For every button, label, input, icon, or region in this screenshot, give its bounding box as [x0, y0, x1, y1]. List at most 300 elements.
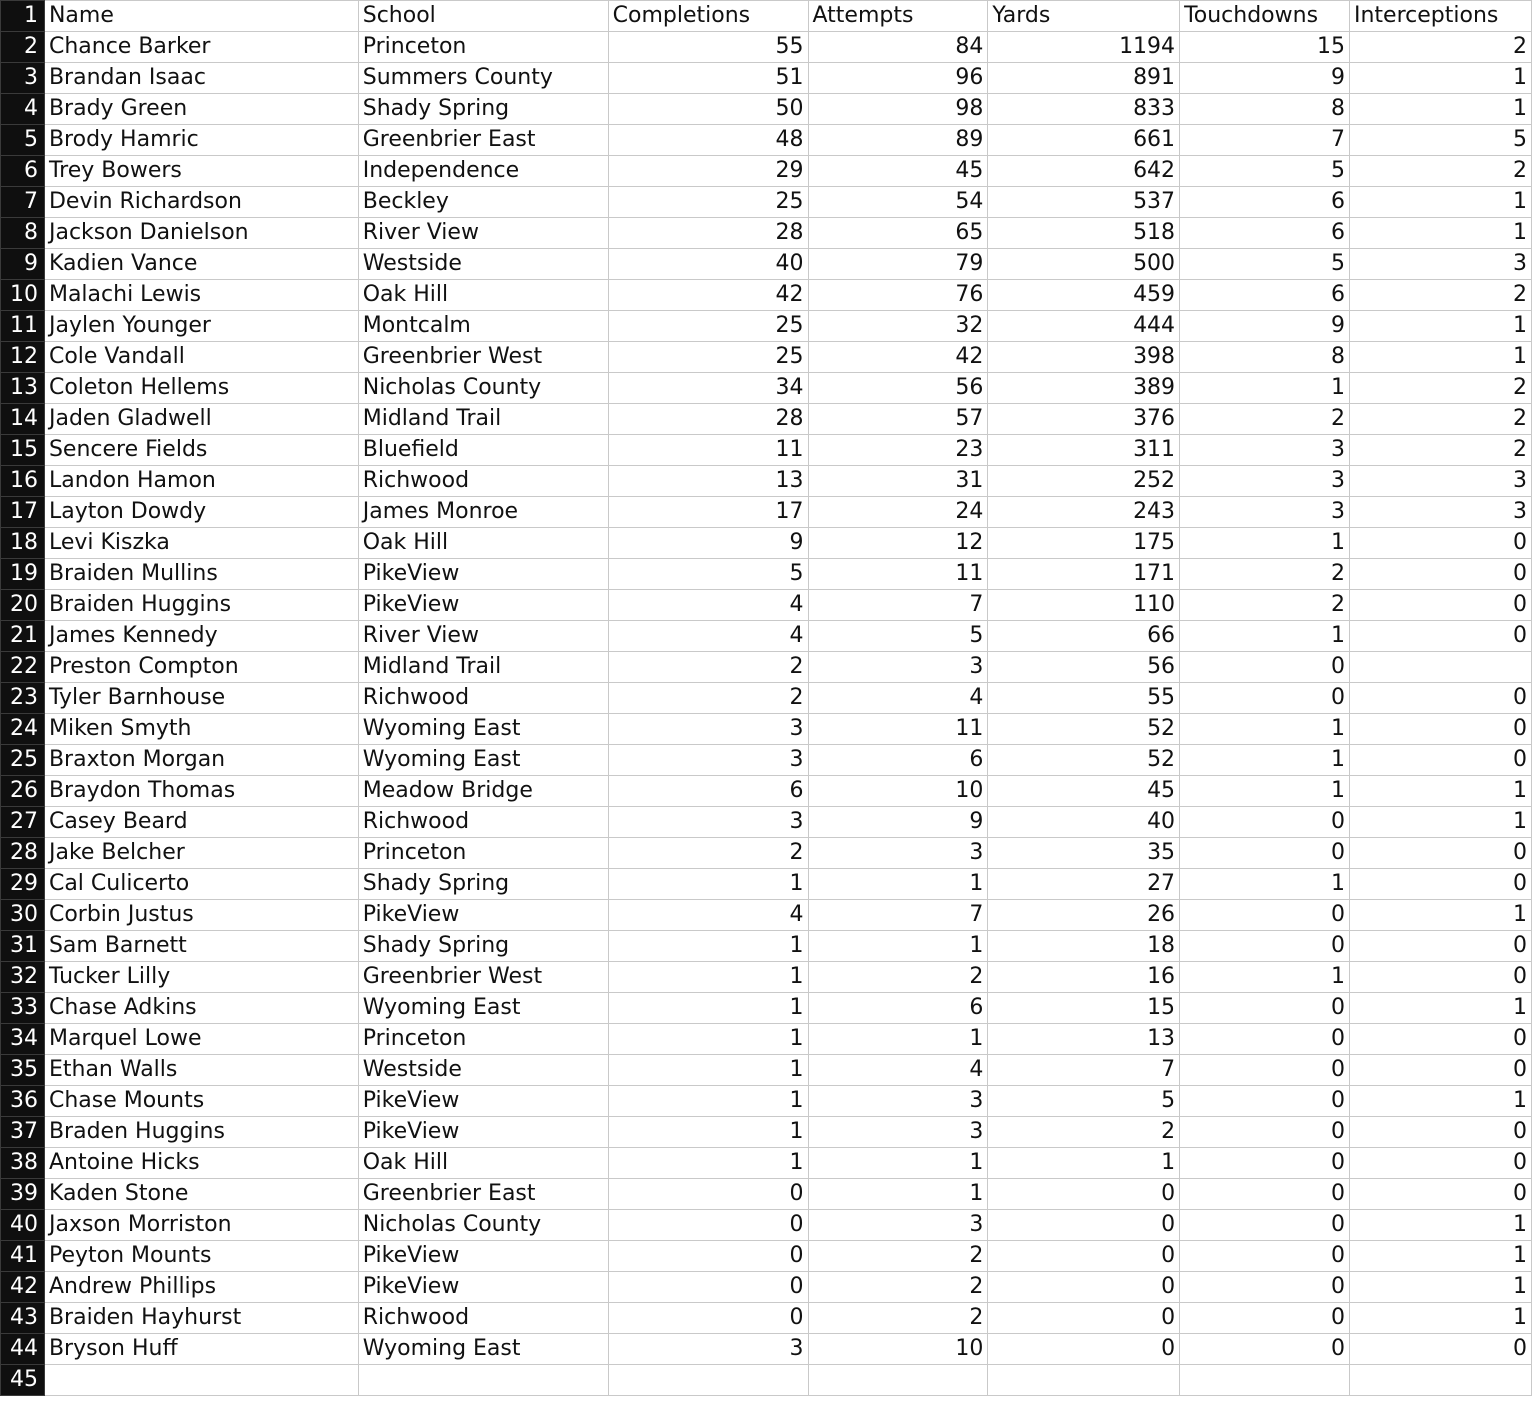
cell-attempts[interactable]: 32	[808, 311, 988, 342]
cell-yards[interactable]: 0	[988, 1179, 1180, 1210]
cell-touchdowns[interactable]: 9	[1180, 311, 1350, 342]
cell-interceptions[interactable]: 0	[1350, 1055, 1532, 1086]
cell-name[interactable]: Sam Barnett	[44, 931, 358, 962]
cell-attempts[interactable]: 42	[808, 342, 988, 373]
cell-yards[interactable]: 0	[988, 1334, 1180, 1365]
cell-interceptions[interactable]: 1	[1350, 1210, 1532, 1241]
cell-yards[interactable]: 537	[988, 187, 1180, 218]
cell-name[interactable]: Braiden Mullins	[44, 559, 358, 590]
cell-name[interactable]: Chance Barker	[44, 32, 358, 63]
cell-touchdowns[interactable]: 0	[1180, 683, 1350, 714]
cell-attempts[interactable]: 7	[808, 590, 988, 621]
cell-completions[interactable]: 2	[608, 838, 808, 869]
cell-touchdowns[interactable]: 15	[1180, 32, 1350, 63]
row-header[interactable]: 23	[1, 683, 45, 714]
cell-attempts[interactable]: 24	[808, 497, 988, 528]
cell-school[interactable]: Oak Hill	[358, 280, 608, 311]
cell-interceptions[interactable]: 0	[1350, 1148, 1532, 1179]
cell-attempts[interactable]: 3	[808, 652, 988, 683]
cell-attempts[interactable]: 1	[808, 1179, 988, 1210]
cell-yards[interactable]: 243	[988, 497, 1180, 528]
cell-touchdowns[interactable]: 5	[1180, 249, 1350, 280]
cell-yards[interactable]: 2	[988, 1117, 1180, 1148]
cell-attempts[interactable]: 12	[808, 528, 988, 559]
cell-yards[interactable]: 52	[988, 714, 1180, 745]
row-header[interactable]: 16	[1, 466, 45, 497]
cell-completions[interactable]: 28	[608, 404, 808, 435]
row-header[interactable]: 33	[1, 993, 45, 1024]
cell-name[interactable]: Brody Hamric	[44, 125, 358, 156]
cell-name[interactable]: Tyler Barnhouse	[44, 683, 358, 714]
cell-yards[interactable]: 0	[988, 1210, 1180, 1241]
cell-name[interactable]: Jaylen Younger	[44, 311, 358, 342]
cell-yards[interactable]: 40	[988, 807, 1180, 838]
cell-interceptions[interactable]: 2	[1350, 32, 1532, 63]
cell-touchdowns[interactable]: 8	[1180, 342, 1350, 373]
cell-attempts[interactable]: 31	[808, 466, 988, 497]
cell-interceptions[interactable]: 1	[1350, 94, 1532, 125]
cell-completions[interactable]: 2	[608, 683, 808, 714]
cell-school[interactable]: Independence	[358, 156, 608, 187]
row-header[interactable]: 27	[1, 807, 45, 838]
cell-yards[interactable]: 0	[988, 1241, 1180, 1272]
cell-name[interactable]: Chase Mounts	[44, 1086, 358, 1117]
row-header[interactable]: 31	[1, 931, 45, 962]
cell-yards[interactable]: 52	[988, 745, 1180, 776]
column-header-attempts[interactable]: Attempts	[808, 1, 988, 32]
cell-yards[interactable]: 389	[988, 373, 1180, 404]
cell-name[interactable]: James Kennedy	[44, 621, 358, 652]
cell-school[interactable]: Richwood	[358, 807, 608, 838]
cell-touchdowns[interactable]: 1	[1180, 869, 1350, 900]
cell-school[interactable]: Nicholas County	[358, 1210, 608, 1241]
cell-school[interactable]: River View	[358, 621, 608, 652]
cell-name[interactable]: Peyton Mounts	[44, 1241, 358, 1272]
cell-attempts[interactable]: 6	[808, 745, 988, 776]
cell-attempts[interactable]: 96	[808, 63, 988, 94]
cell-attempts[interactable]: 6	[808, 993, 988, 1024]
cell-interceptions[interactable]: 0	[1350, 931, 1532, 962]
cell-touchdowns[interactable]: 3	[1180, 435, 1350, 466]
cell-touchdowns[interactable]: 6	[1180, 218, 1350, 249]
cell-completions[interactable]: 17	[608, 497, 808, 528]
cell-interceptions[interactable]: 0	[1350, 559, 1532, 590]
row-header[interactable]: 14	[1, 404, 45, 435]
cell-interceptions[interactable]	[1350, 1365, 1532, 1396]
cell-interceptions[interactable]: 1	[1350, 1086, 1532, 1117]
row-header[interactable]: 13	[1, 373, 45, 404]
cell-interceptions[interactable]: 2	[1350, 156, 1532, 187]
cell-touchdowns[interactable]: 5	[1180, 156, 1350, 187]
cell-school[interactable]: Nicholas County	[358, 373, 608, 404]
cell-attempts[interactable]: 89	[808, 125, 988, 156]
cell-touchdowns[interactable]: 0	[1180, 652, 1350, 683]
cell-completions[interactable]: 3	[608, 1334, 808, 1365]
cell-attempts[interactable]: 1	[808, 1024, 988, 1055]
cell-touchdowns[interactable]: 1	[1180, 373, 1350, 404]
cell-touchdowns[interactable]: 0	[1180, 931, 1350, 962]
row-header[interactable]: 19	[1, 559, 45, 590]
row-header[interactable]: 3	[1, 63, 45, 94]
cell-interceptions[interactable]: 3	[1350, 497, 1532, 528]
cell-attempts[interactable]: 7	[808, 900, 988, 931]
cell-school[interactable]: Greenbrier West	[358, 342, 608, 373]
cell-completions[interactable]: 4	[608, 900, 808, 931]
cell-interceptions[interactable]: 1	[1350, 63, 1532, 94]
cell-completions[interactable]: 48	[608, 125, 808, 156]
cell-completions[interactable]: 3	[608, 745, 808, 776]
cell-completions[interactable]: 34	[608, 373, 808, 404]
row-header[interactable]: 6	[1, 156, 45, 187]
cell-completions[interactable]: 42	[608, 280, 808, 311]
row-header[interactable]: 1	[1, 1, 45, 32]
cell-completions[interactable]: 1	[608, 869, 808, 900]
cell-name[interactable]: Jaden Gladwell	[44, 404, 358, 435]
cell-attempts[interactable]: 2	[808, 1241, 988, 1272]
cell-touchdowns[interactable]: 2	[1180, 559, 1350, 590]
cell-yards[interactable]: 1	[988, 1148, 1180, 1179]
row-header[interactable]: 37	[1, 1117, 45, 1148]
cell-completions[interactable]: 50	[608, 94, 808, 125]
cell-school[interactable]: PikeView	[358, 1241, 608, 1272]
row-header[interactable]: 30	[1, 900, 45, 931]
cell-name[interactable]: Casey Beard	[44, 807, 358, 838]
cell-school[interactable]: Shady Spring	[358, 94, 608, 125]
cell-attempts[interactable]: 23	[808, 435, 988, 466]
cell-completions[interactable]: 0	[608, 1179, 808, 1210]
cell-touchdowns[interactable]: 0	[1180, 1272, 1350, 1303]
row-header[interactable]: 21	[1, 621, 45, 652]
row-header[interactable]: 5	[1, 125, 45, 156]
cell-yards[interactable]	[988, 1365, 1180, 1396]
cell-interceptions[interactable]: 0	[1350, 869, 1532, 900]
column-header-touchdowns[interactable]: Touchdowns	[1180, 1, 1350, 32]
cell-touchdowns[interactable]: 1	[1180, 528, 1350, 559]
cell-name[interactable]: Bryson Huff	[44, 1334, 358, 1365]
cell-name[interactable]: Brady Green	[44, 94, 358, 125]
row-header[interactable]: 17	[1, 497, 45, 528]
cell-school[interactable]: PikeView	[358, 559, 608, 590]
cell-name[interactable]: Preston Compton	[44, 652, 358, 683]
cell-completions[interactable]: 1	[608, 993, 808, 1024]
row-header[interactable]: 41	[1, 1241, 45, 1272]
cell-yards[interactable]: 661	[988, 125, 1180, 156]
column-header-name[interactable]: Name	[44, 1, 358, 32]
cell-interceptions[interactable]: 1	[1350, 342, 1532, 373]
cell-school[interactable]: Meadow Bridge	[358, 776, 608, 807]
cell-school[interactable]: Oak Hill	[358, 1148, 608, 1179]
cell-completions[interactable]: 9	[608, 528, 808, 559]
cell-name[interactable]: Jake Belcher	[44, 838, 358, 869]
cell-yards[interactable]: 0	[988, 1272, 1180, 1303]
cell-interceptions[interactable]: 0	[1350, 745, 1532, 776]
cell-yards[interactable]: 252	[988, 466, 1180, 497]
column-header-yards[interactable]: Yards	[988, 1, 1180, 32]
cell-touchdowns[interactable]: 0	[1180, 900, 1350, 931]
cell-school[interactable]: Richwood	[358, 466, 608, 497]
cell-completions[interactable]: 1	[608, 1086, 808, 1117]
cell-interceptions[interactable]: 1	[1350, 187, 1532, 218]
cell-interceptions[interactable]: 0	[1350, 621, 1532, 652]
cell-interceptions[interactable]: 1	[1350, 776, 1532, 807]
cell-interceptions[interactable]: 1	[1350, 900, 1532, 931]
cell-attempts[interactable]: 3	[808, 1210, 988, 1241]
cell-interceptions[interactable]: 5	[1350, 125, 1532, 156]
cell-name[interactable]: Jaxson Morriston	[44, 1210, 358, 1241]
cell-touchdowns[interactable]: 3	[1180, 466, 1350, 497]
cell-yards[interactable]: 311	[988, 435, 1180, 466]
cell-touchdowns[interactable]: 0	[1180, 1210, 1350, 1241]
cell-name[interactable]: Sencere Fields	[44, 435, 358, 466]
cell-interceptions[interactable]: 0	[1350, 590, 1532, 621]
cell-attempts[interactable]: 56	[808, 373, 988, 404]
row-header[interactable]: 25	[1, 745, 45, 776]
row-header[interactable]: 9	[1, 249, 45, 280]
row-header[interactable]: 4	[1, 94, 45, 125]
cell-yards[interactable]: 444	[988, 311, 1180, 342]
cell-yards[interactable]: 376	[988, 404, 1180, 435]
cell-interceptions[interactable]: 0	[1350, 1117, 1532, 1148]
cell-interceptions[interactable]: 2	[1350, 404, 1532, 435]
row-header[interactable]: 29	[1, 869, 45, 900]
cell-yards[interactable]: 26	[988, 900, 1180, 931]
cell-completions[interactable]: 0	[608, 1272, 808, 1303]
cell-yards[interactable]: 459	[988, 280, 1180, 311]
cell-touchdowns[interactable]: 0	[1180, 1055, 1350, 1086]
cell-attempts[interactable]: 9	[808, 807, 988, 838]
cell-interceptions[interactable]: 2	[1350, 373, 1532, 404]
cell-school[interactable]: PikeView	[358, 1272, 608, 1303]
cell-touchdowns[interactable]	[1180, 1365, 1350, 1396]
cell-touchdowns[interactable]: 0	[1180, 993, 1350, 1024]
cell-interceptions[interactable]: 0	[1350, 528, 1532, 559]
cell-school[interactable]	[358, 1365, 608, 1396]
cell-school[interactable]: Bluefield	[358, 435, 608, 466]
cell-interceptions[interactable]: 0	[1350, 1334, 1532, 1365]
cell-interceptions[interactable]: 0	[1350, 683, 1532, 714]
cell-attempts[interactable]: 10	[808, 776, 988, 807]
cell-yards[interactable]: 35	[988, 838, 1180, 869]
cell-school[interactable]: Midland Trail	[358, 652, 608, 683]
cell-touchdowns[interactable]: 9	[1180, 63, 1350, 94]
cell-touchdowns[interactable]: 1	[1180, 621, 1350, 652]
cell-attempts[interactable]: 3	[808, 838, 988, 869]
cell-school[interactable]: Summers County	[358, 63, 608, 94]
cell-yards[interactable]: 45	[988, 776, 1180, 807]
row-header[interactable]: 38	[1, 1148, 45, 1179]
row-header[interactable]: 28	[1, 838, 45, 869]
cell-completions[interactable]: 1	[608, 1055, 808, 1086]
cell-completions[interactable]: 1	[608, 962, 808, 993]
cell-touchdowns[interactable]: 0	[1180, 838, 1350, 869]
cell-attempts[interactable]	[808, 1365, 988, 1396]
cell-touchdowns[interactable]: 0	[1180, 1334, 1350, 1365]
row-header[interactable]: 24	[1, 714, 45, 745]
cell-touchdowns[interactable]: 1	[1180, 745, 1350, 776]
cell-name[interactable]: Braiden Huggins	[44, 590, 358, 621]
cell-school[interactable]: Wyoming East	[358, 993, 608, 1024]
cell-school[interactable]: PikeView	[358, 1117, 608, 1148]
cell-interceptions[interactable]	[1350, 652, 1532, 683]
cell-yards[interactable]: 5	[988, 1086, 1180, 1117]
cell-touchdowns[interactable]: 2	[1180, 590, 1350, 621]
cell-attempts[interactable]: 76	[808, 280, 988, 311]
column-header-school[interactable]: School	[358, 1, 608, 32]
cell-touchdowns[interactable]: 8	[1180, 94, 1350, 125]
cell-completions[interactable]: 25	[608, 311, 808, 342]
cell-school[interactable]: Beckley	[358, 187, 608, 218]
cell-name[interactable]: Kaden Stone	[44, 1179, 358, 1210]
cell-attempts[interactable]: 57	[808, 404, 988, 435]
cell-touchdowns[interactable]: 0	[1180, 1303, 1350, 1334]
cell-completions[interactable]: 6	[608, 776, 808, 807]
cell-touchdowns[interactable]: 3	[1180, 497, 1350, 528]
cell-name[interactable]: Devin Richardson	[44, 187, 358, 218]
cell-name[interactable]: Braiden Hayhurst	[44, 1303, 358, 1334]
cell-name[interactable]: Antoine Hicks	[44, 1148, 358, 1179]
row-header[interactable]: 15	[1, 435, 45, 466]
row-header[interactable]: 43	[1, 1303, 45, 1334]
cell-yards[interactable]: 7	[988, 1055, 1180, 1086]
cell-completions[interactable]: 13	[608, 466, 808, 497]
cell-yards[interactable]: 15	[988, 993, 1180, 1024]
cell-name[interactable]: Brandan Isaac	[44, 63, 358, 94]
cell-name[interactable]: Coleton Hellems	[44, 373, 358, 404]
cell-attempts[interactable]: 10	[808, 1334, 988, 1365]
cell-interceptions[interactable]: 0	[1350, 838, 1532, 869]
cell-completions[interactable]: 51	[608, 63, 808, 94]
cell-school[interactable]: Shady Spring	[358, 869, 608, 900]
cell-completions[interactable]: 3	[608, 714, 808, 745]
cell-completions[interactable]: 25	[608, 342, 808, 373]
cell-touchdowns[interactable]: 1	[1180, 714, 1350, 745]
cell-name[interactable]: Kadien Vance	[44, 249, 358, 280]
cell-name[interactable]: Corbin Justus	[44, 900, 358, 931]
cell-touchdowns[interactable]: 0	[1180, 807, 1350, 838]
row-header[interactable]: 32	[1, 962, 45, 993]
cell-yards[interactable]: 518	[988, 218, 1180, 249]
cell-name[interactable]: Tucker Lilly	[44, 962, 358, 993]
row-header[interactable]: 18	[1, 528, 45, 559]
row-header[interactable]: 20	[1, 590, 45, 621]
cell-school[interactable]: Greenbrier East	[358, 1179, 608, 1210]
cell-touchdowns[interactable]: 0	[1180, 1179, 1350, 1210]
cell-name[interactable]: Levi Kiszka	[44, 528, 358, 559]
cell-school[interactable]: River View	[358, 218, 608, 249]
cell-school[interactable]: James Monroe	[358, 497, 608, 528]
cell-school[interactable]: Richwood	[358, 683, 608, 714]
cell-interceptions[interactable]: 1	[1350, 1272, 1532, 1303]
cell-completions[interactable]: 28	[608, 218, 808, 249]
cell-school[interactable]: PikeView	[358, 590, 608, 621]
cell-completions[interactable]: 0	[608, 1210, 808, 1241]
cell-name[interactable]: Jackson Danielson	[44, 218, 358, 249]
cell-interceptions[interactable]: 3	[1350, 466, 1532, 497]
row-header[interactable]: 11	[1, 311, 45, 342]
cell-yards[interactable]: 833	[988, 94, 1180, 125]
cell-yards[interactable]: 171	[988, 559, 1180, 590]
cell-school[interactable]: Wyoming East	[358, 714, 608, 745]
cell-school[interactable]: Greenbrier West	[358, 962, 608, 993]
cell-interceptions[interactable]: 1	[1350, 311, 1532, 342]
cell-name[interactable]: Braydon Thomas	[44, 776, 358, 807]
cell-school[interactable]: Westside	[358, 249, 608, 280]
row-header[interactable]: 39	[1, 1179, 45, 1210]
cell-name[interactable]: Ethan Walls	[44, 1055, 358, 1086]
cell-name[interactable]: Andrew Phillips	[44, 1272, 358, 1303]
cell-touchdowns[interactable]: 0	[1180, 1241, 1350, 1272]
cell-yards[interactable]: 500	[988, 249, 1180, 280]
cell-name[interactable]: Cole Vandall	[44, 342, 358, 373]
row-header[interactable]: 22	[1, 652, 45, 683]
cell-name[interactable]	[44, 1365, 358, 1396]
cell-touchdowns[interactable]: 0	[1180, 1148, 1350, 1179]
cell-touchdowns[interactable]: 7	[1180, 125, 1350, 156]
cell-attempts[interactable]: 84	[808, 32, 988, 63]
row-header[interactable]: 35	[1, 1055, 45, 1086]
cell-completions[interactable]: 5	[608, 559, 808, 590]
cell-attempts[interactable]: 98	[808, 94, 988, 125]
cell-school[interactable]: Midland Trail	[358, 404, 608, 435]
cell-completions[interactable]: 1	[608, 1148, 808, 1179]
cell-name[interactable]: Cal Culicerto	[44, 869, 358, 900]
cell-school[interactable]: Richwood	[358, 1303, 608, 1334]
cell-attempts[interactable]: 3	[808, 1117, 988, 1148]
cell-attempts[interactable]: 2	[808, 1272, 988, 1303]
row-header[interactable]: 10	[1, 280, 45, 311]
cell-yards[interactable]: 66	[988, 621, 1180, 652]
cell-interceptions[interactable]: 1	[1350, 218, 1532, 249]
cell-yards[interactable]: 18	[988, 931, 1180, 962]
cell-completions[interactable]: 3	[608, 807, 808, 838]
cell-attempts[interactable]: 3	[808, 1086, 988, 1117]
cell-yards[interactable]: 398	[988, 342, 1180, 373]
column-header-completions[interactable]: Completions	[608, 1, 808, 32]
cell-interceptions[interactable]: 0	[1350, 1024, 1532, 1055]
cell-completions[interactable]: 1	[608, 1117, 808, 1148]
cell-yards[interactable]: 891	[988, 63, 1180, 94]
cell-interceptions[interactable]: 1	[1350, 993, 1532, 1024]
cell-name[interactable]: Marquel Lowe	[44, 1024, 358, 1055]
cell-completions[interactable]	[608, 1365, 808, 1396]
cell-completions[interactable]: 0	[608, 1241, 808, 1272]
cell-attempts[interactable]: 1	[808, 1148, 988, 1179]
cell-name[interactable]: Malachi Lewis	[44, 280, 358, 311]
cell-completions[interactable]: 55	[608, 32, 808, 63]
cell-yards[interactable]: 110	[988, 590, 1180, 621]
cell-attempts[interactable]: 4	[808, 1055, 988, 1086]
cell-interceptions[interactable]: 1	[1350, 1303, 1532, 1334]
cell-completions[interactable]: 25	[608, 187, 808, 218]
cell-yards[interactable]: 56	[988, 652, 1180, 683]
cell-school[interactable]: PikeView	[358, 900, 608, 931]
cell-touchdowns[interactable]: 6	[1180, 187, 1350, 218]
cell-school[interactable]: Princeton	[358, 838, 608, 869]
cell-interceptions[interactable]: 2	[1350, 435, 1532, 466]
row-header[interactable]: 8	[1, 218, 45, 249]
cell-attempts[interactable]: 2	[808, 1303, 988, 1334]
cell-attempts[interactable]: 4	[808, 683, 988, 714]
cell-name[interactable]: Braxton Morgan	[44, 745, 358, 776]
cell-completions[interactable]: 2	[608, 652, 808, 683]
cell-attempts[interactable]: 11	[808, 714, 988, 745]
cell-interceptions[interactable]: 0	[1350, 714, 1532, 745]
cell-completions[interactable]: 29	[608, 156, 808, 187]
cell-yards[interactable]: 175	[988, 528, 1180, 559]
row-header[interactable]: 36	[1, 1086, 45, 1117]
cell-interceptions[interactable]: 2	[1350, 280, 1532, 311]
cell-attempts[interactable]: 1	[808, 931, 988, 962]
